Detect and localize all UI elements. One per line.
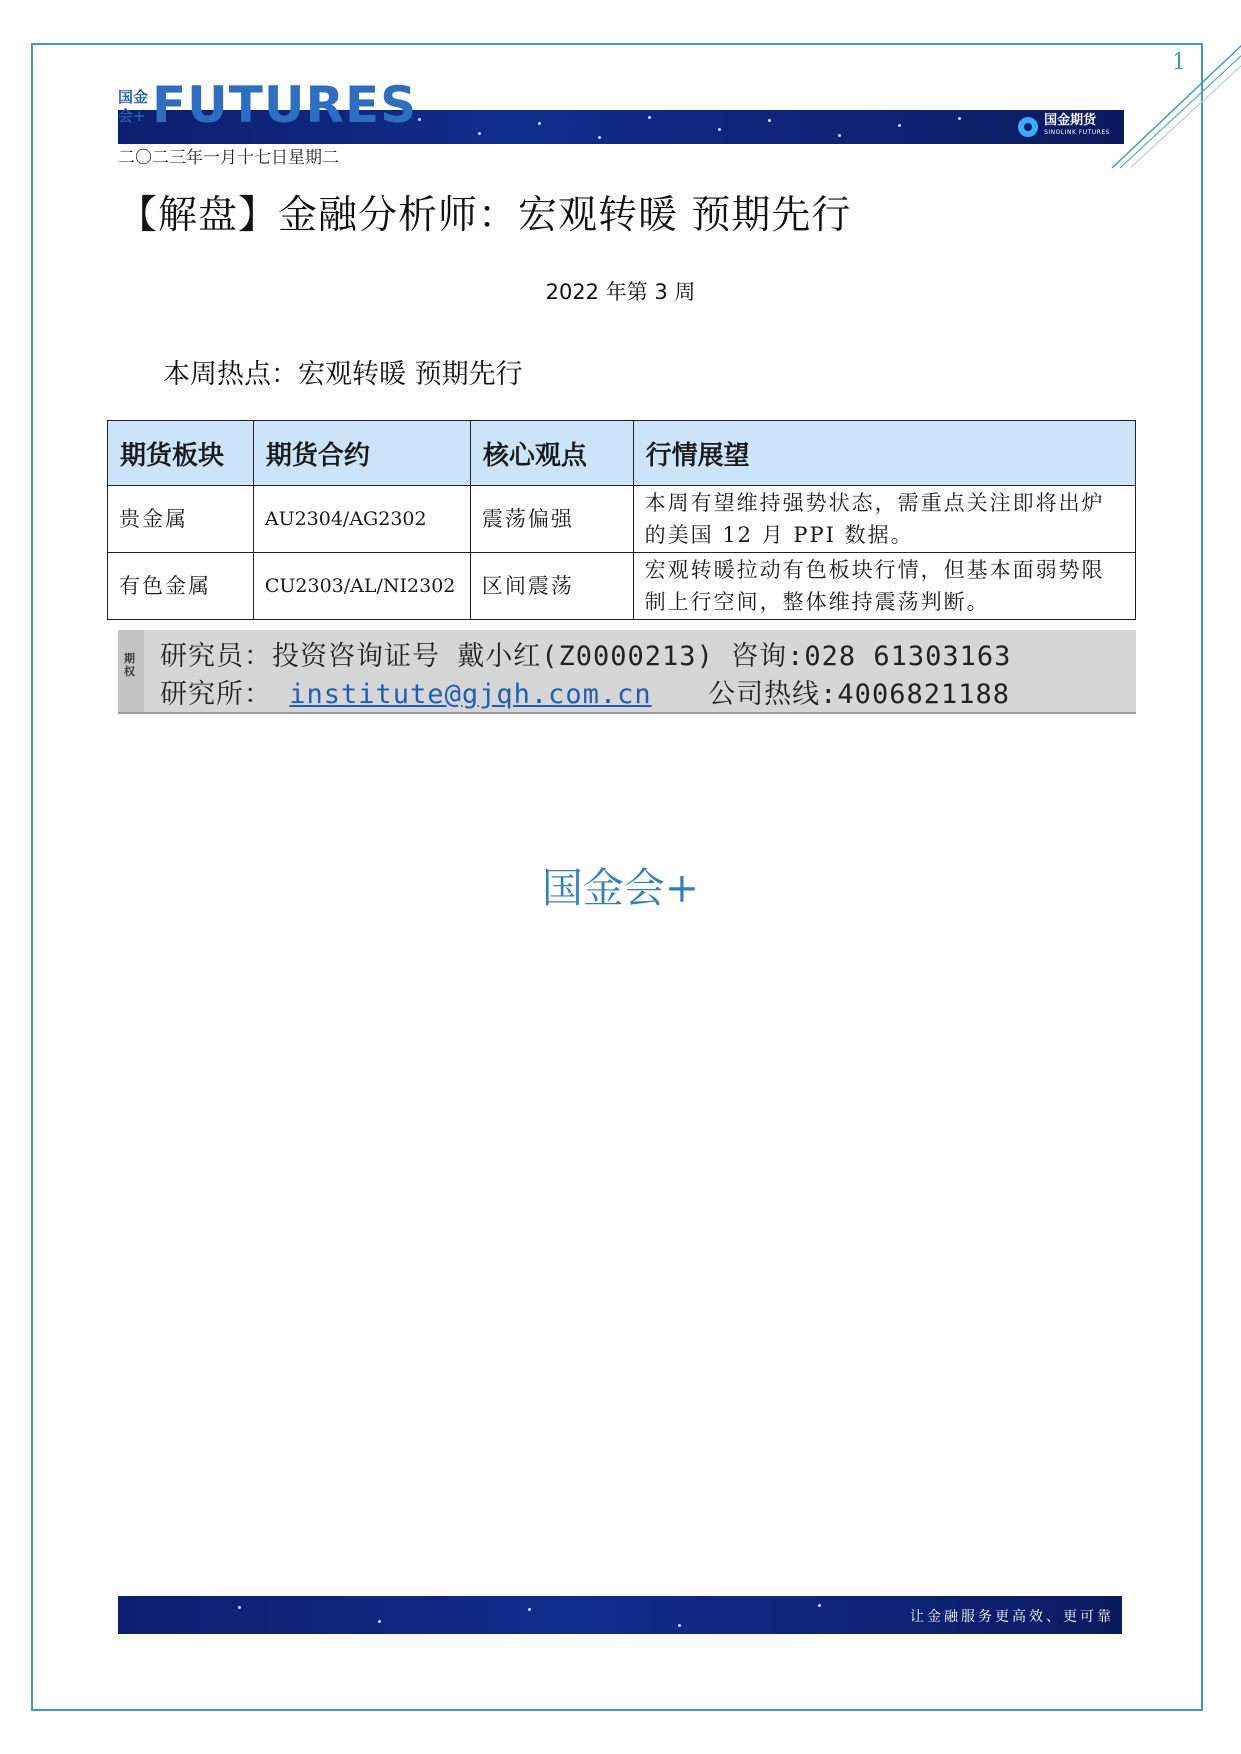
brand-name: 国金期货 xyxy=(1044,113,1097,128)
consult-phone: 咨询:028 61303163 xyxy=(731,641,1012,672)
institute-line xyxy=(160,672,1010,711)
column-header: 期货板块 xyxy=(108,421,254,486)
footer-mark: 国金会+ xyxy=(541,864,700,912)
table-cell: 震荡偏强 xyxy=(470,486,633,553)
table-cell: AU2304/AG2302 xyxy=(253,486,470,553)
column-header: 核心观点 xyxy=(470,421,633,486)
column-header: 期货合约 xyxy=(253,421,470,486)
page-title: 【解盘】金融分析师：宏观转暖 预期先行 xyxy=(118,193,852,238)
table-row xyxy=(108,553,1136,620)
table-cell: 本周有望维持强势状态，需重点关注即将出炉的美国 12 月 PPI 数据。 xyxy=(633,486,1135,553)
contact-box xyxy=(118,630,1136,714)
footer-slogan: 让金融服务更高效、更可靠 xyxy=(910,1609,1114,1625)
table-cell: 宏观转暖拉动有色板块行情，但基本面弱势限制上行空间，整体维持震荡判断。 xyxy=(633,553,1135,620)
report-date: 二〇二三年一月十七日星期二 xyxy=(118,148,339,168)
institute-label: 研究所： xyxy=(160,679,272,710)
table-header-row xyxy=(108,421,1136,486)
corner-decoration xyxy=(1110,40,1241,175)
page-number: 1 xyxy=(1172,50,1186,75)
footer-band xyxy=(118,1596,1122,1634)
table-cell: CU2303/AL/NI2302 xyxy=(253,553,470,620)
brand-mark-icon xyxy=(1018,117,1038,137)
brand-sub: SINOLINK FUTURES xyxy=(1044,129,1110,136)
email-link[interactable]: institute@gjqh.com.cn xyxy=(289,679,652,710)
researcher-line xyxy=(160,634,1011,673)
week-label: 2022 年第 3 周 xyxy=(545,280,696,304)
table-row xyxy=(108,486,1136,553)
hotline: 公司热线:4006821188 xyxy=(708,679,1010,710)
researcher-name: 戴小红(Z0000213) xyxy=(457,641,714,672)
hot-topic: 本周热点：宏观转暖 预期先行 xyxy=(163,359,523,390)
table-cell: 贵金属 xyxy=(108,486,254,553)
table-cell: 有色金属 xyxy=(108,553,254,620)
logo-futures: FUTURES xyxy=(152,76,418,134)
table-cell: 区间震荡 xyxy=(470,553,633,620)
column-header: 行情展望 xyxy=(633,421,1135,486)
logo-cn: 国金会+ xyxy=(118,88,149,125)
futures-table xyxy=(107,420,1136,620)
brand-logo xyxy=(1018,115,1110,139)
researcher-label: 研究员：投资咨询证号 xyxy=(160,641,440,672)
contact-tag: 期权 xyxy=(118,630,144,712)
